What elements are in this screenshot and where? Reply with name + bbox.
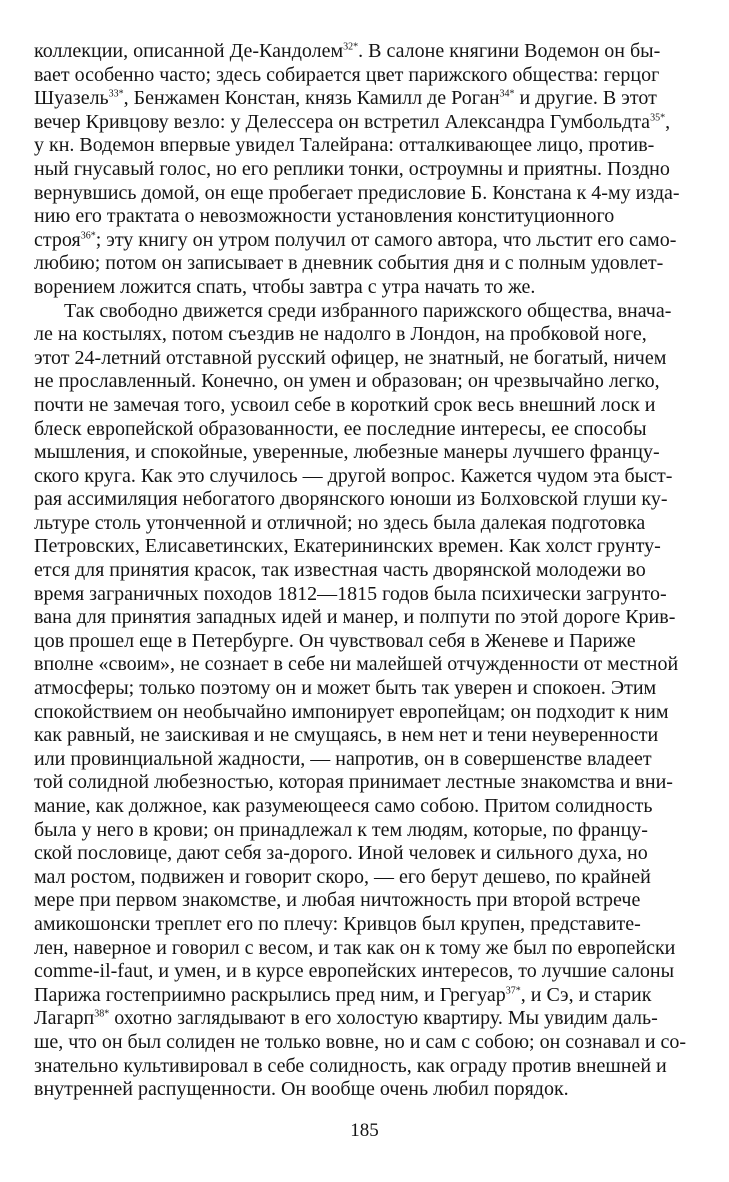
- text-run: той солидной любезностью, которая принимает лестные знакомства и вни-: [34, 771, 673, 794]
- text-line: [34, 465, 696, 489]
- text-run: ,: [665, 110, 671, 133]
- text-run: ; эту книгу он утром получил от самого автора, что льстит его само-: [95, 228, 677, 251]
- text-run: этот 24-летний отставной русский офицер, не знатный, не богатый, ничем: [34, 346, 667, 369]
- text-run: , и Сэ, и старик: [520, 983, 652, 1006]
- text-line: [34, 913, 696, 937]
- text-line: [34, 418, 696, 442]
- text-line: [34, 795, 696, 819]
- text-run: ный гнусавый голос, но его реплики тонки, остроумны и приятны. Поздно: [34, 157, 670, 180]
- text-run: вана для принятия западных идей и манер, и полпути по этой дороге Крив-: [34, 606, 676, 629]
- text-line: [34, 1031, 696, 1055]
- footnote-marker: 35*: [650, 112, 666, 124]
- text-line: [34, 677, 696, 701]
- text-run: Парижа гостеприимно раскрылись пред ним, и Грегуар: [34, 983, 506, 1006]
- text-run: лен, наверное и говорил с весом, и так как он к тому же был по европейски: [34, 936, 676, 959]
- text-line: [34, 229, 696, 253]
- text-line: [34, 559, 696, 583]
- text-run: строя: [34, 228, 81, 251]
- text-run: Лагарп: [34, 1007, 95, 1030]
- text-line: [34, 323, 696, 347]
- text-line: [34, 701, 696, 725]
- text-line: [34, 40, 696, 64]
- text-run: Так свободно движется среди избранного парижского общества, внача-: [64, 299, 672, 322]
- text-run: атмосферы; только поэтому он и может быть так уверен и спокоен. Этим: [34, 677, 657, 700]
- text-run: не прославленный. Конечно, он умен и образован; он чрезвычайно легко,: [34, 370, 660, 393]
- text-run: коллекции, описанной Де-Кандолем: [34, 40, 344, 62]
- text-line: [34, 252, 696, 276]
- text-run: время заграничных походов 1812—1815 годов была психически загрунто-: [34, 582, 667, 605]
- text-line: [34, 630, 696, 654]
- text-line: [34, 606, 696, 630]
- text-run: знательно культивировал в себе солидность, как ограду против внешней и: [34, 1054, 667, 1077]
- text-line: [34, 300, 696, 324]
- page-number: 185: [350, 1120, 379, 1141]
- text-line: [34, 441, 696, 465]
- text-run: мышления, и спокойные, уверенные, любезные манеры лучшего францу-: [34, 441, 660, 464]
- text-run: Шуазель: [34, 87, 109, 110]
- text-line: [34, 347, 696, 371]
- paragraph: [34, 300, 696, 1102]
- text-line: [34, 158, 696, 182]
- text-run: внутренней распущенности. Он вообще очень любил порядок.: [34, 1078, 569, 1101]
- text-line: [34, 1055, 696, 1079]
- text-run: амикошонски треплет его по плечу: Кривцов был крупен, представите-: [34, 912, 641, 935]
- footnote-marker: 38*: [94, 1008, 110, 1020]
- footnote-marker: 37*: [505, 985, 521, 997]
- footnote-marker: 36*: [80, 230, 96, 242]
- text-run: охотно заглядывают в его холостую квартиру. Мы увидим даль-: [109, 1007, 658, 1030]
- text-run: . В салоне княгини Водемон он бы-: [358, 40, 661, 62]
- text-line: [34, 1078, 696, 1102]
- text-line: [34, 488, 696, 512]
- text-run: вернувшись домой, он еще пробегает предисловие Б. Констана к 4-му изда-: [34, 181, 680, 204]
- text-run: ле на костылях, потом съездив не надолго в Лондон, на пробковой ноге,: [34, 323, 647, 346]
- text-line: [34, 819, 696, 843]
- text-line: [34, 724, 696, 748]
- text-line: [34, 512, 696, 536]
- text-line: [34, 394, 696, 418]
- text-run: Петровских, Елисаветинских, Екатерининских времен. Как холст грунту-: [34, 535, 661, 558]
- text-run: ской пословице, дают себя за-дорого. Иной человек и сильного духа, но: [34, 842, 648, 865]
- text-run: ше, что он был солиден не только вовне, но и сам с собою; он сознавал и со-: [34, 1030, 687, 1053]
- text-line: [34, 889, 696, 913]
- text-run: comme-il-faut, и умен, и в курсе европейских интересов, то лучшие салоны: [34, 960, 675, 983]
- text-run: ского круга. Как это случилось — другой вопрос. Кажется чудом эта быст-: [34, 464, 673, 487]
- text-line: [34, 205, 696, 229]
- text-line: [34, 842, 696, 866]
- text-run: была у него в крови; он принадлежал к тем людям, которые, по францу-: [34, 818, 648, 841]
- text-line: [34, 370, 696, 394]
- text-line: [34, 64, 696, 88]
- text-run: почти не замечая того, усвоил себе в короткий срок весь внешний лоск и: [34, 393, 656, 416]
- text-run: рая ассимиляция небогатого дворянского юноши из Болховской глуши ку-: [34, 488, 668, 511]
- body-text: [34, 40, 696, 1102]
- text-run: льтуре столь утонченной и отличной; но здесь была далекая подготовка: [34, 511, 646, 534]
- text-run: у кн. Водемон впервые увидел Талейрана: отталкивающее лицо, против-: [34, 134, 655, 157]
- text-run: блеск европейской образованности, ее последние интересы, ее способы: [34, 417, 647, 440]
- footnote-marker: 33*: [108, 88, 124, 100]
- text-line: [34, 984, 696, 1008]
- text-line: [34, 960, 696, 984]
- text-run: цов прошел еще в Петербурге. Он чувствовал себя в Женеве и Париже: [34, 629, 636, 652]
- text-run: ворением ложится спать, чтобы завтра с утра начать то же.: [34, 275, 536, 298]
- text-run: как равный, не заискивая и не смущаясь, в нем нет и тени неуверенности: [34, 724, 659, 747]
- text-line: [34, 583, 696, 607]
- text-run: вает особенно часто; здесь собирается цвет парижского общества: герцог: [34, 63, 660, 86]
- text-run: мал ростом, подвижен и говорит скоро, — его берут дешево, по крайней: [34, 865, 651, 888]
- text-run: или провинциальной жадности, — напротив, он в совершенстве владеет: [34, 747, 652, 770]
- text-line: [34, 866, 696, 890]
- text-line: [34, 771, 696, 795]
- text-line: [34, 1007, 696, 1031]
- text-line: [34, 748, 696, 772]
- text-run: мере при первом знакомстве, и любая ничтожность при второй встрече: [34, 889, 641, 912]
- text-line: [34, 535, 696, 559]
- text-run: и другие. В этот: [514, 87, 657, 110]
- text-run: вполне «своим», не сознает в себе ни малейшей отчужденности от местной: [34, 653, 679, 676]
- footnote-marker: 34*: [499, 88, 515, 100]
- paragraph: [34, 40, 696, 300]
- text-run: мание, как должное, как разумеющееся само собою. Притом солидность: [34, 795, 653, 817]
- text-run: , Бенжамен Констан, князь Камилл де Роган: [123, 87, 500, 110]
- text-run: спокойствием он необычайно импонирует европейцам; он подходит к ним: [34, 700, 669, 723]
- text-run: вечер Кривцову везло: у Делессера он встретил Александра Гумбольдта: [34, 110, 651, 133]
- text-line: [34, 134, 696, 158]
- text-line: [34, 276, 696, 300]
- text-line: [34, 111, 696, 135]
- text-line: [34, 937, 696, 961]
- text-run: нию его трактата о невозможности установления конституционного: [34, 205, 615, 228]
- text-run: любию; потом он записывает в дневник события дня и с полным удовлет-: [34, 252, 664, 275]
- text-line: [34, 87, 696, 111]
- text-line: [34, 182, 696, 206]
- footnote-marker: 32*: [343, 41, 359, 53]
- text-line: [34, 653, 696, 677]
- text-run: ется для принятия красок, так известная часть дворянской молодежи во: [34, 559, 646, 582]
